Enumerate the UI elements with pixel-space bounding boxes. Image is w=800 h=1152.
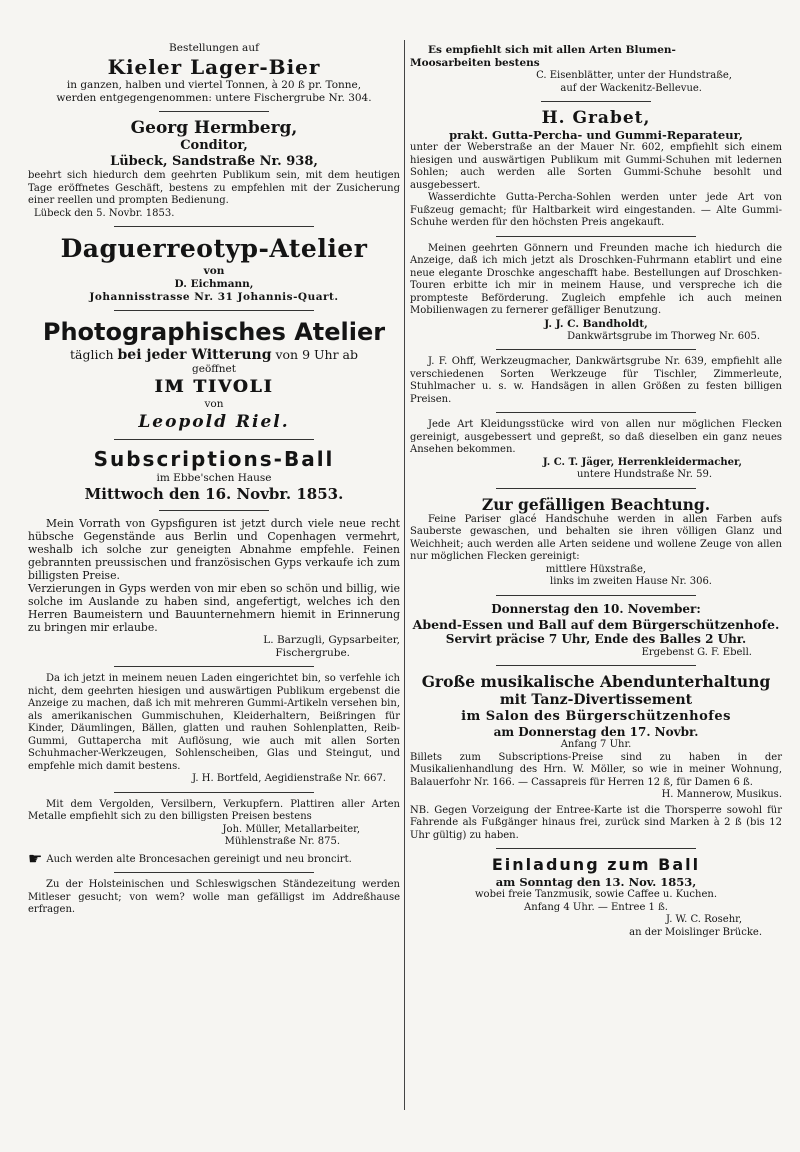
ad-signature: untere Hundstraße Nr. 59. <box>576 469 712 480</box>
ad-title: Kieler Lager-Bier <box>107 55 321 79</box>
ad-signature: Joh. Müller, Metallarbeiter, <box>222 823 360 835</box>
divider <box>114 226 314 227</box>
ad-mannerow <box>410 672 782 842</box>
ad-name: Leopold Riel. <box>138 412 290 432</box>
ad-text: Anfang 4 Uhr. — Entree 1 ß. <box>524 901 668 913</box>
ad-text: in ganzen, halben und viertel Tonnen, à 20 ß pr. Tonne, <box>66 79 362 91</box>
ad-signature: an der Moislinger Brücke. <box>629 926 762 938</box>
ad-signature: L. Barzugli, Gypsarbeiter, <box>263 634 400 646</box>
ad-signature: J. W. C. Rosehr, <box>665 914 742 925</box>
divider <box>114 666 314 667</box>
ad-text: wobei freie Tanzmusik, sowie Caffee u. Kuchen. <box>474 889 717 900</box>
ad-trade: Conditor, <box>180 138 248 153</box>
ad-date: Lübeck den 5. Novbr. 1853. <box>34 207 175 219</box>
ad-signature: mittlere Hüxstraße, <box>545 563 647 575</box>
ad-body: Mein Vorrath von Gypsfiguren ist jetzt durch viele neue recht hübsche Gegenstände aus Berlin und Copenhagen vermehrt, weshalb ich solche zur geneigten Abnahme empfehle. Feinen gebrannten preussischen und französischen Gyps verkaufe ich zum billigsten Preise. <box>28 517 400 582</box>
ad-photographisches-atelier <box>28 317 400 433</box>
ad-beachtung <box>410 495 782 589</box>
ad-grabet <box>410 108 782 230</box>
ad-text: im Ebbe'schen Hause <box>156 472 272 484</box>
ad-signature: Dankwärtsgrube im Thorweg Nr. 605. <box>567 330 760 342</box>
ad-daguerreotyp <box>28 233 400 304</box>
right-column <box>410 44 782 939</box>
divider <box>496 665 696 666</box>
ad-bandholdt <box>410 243 782 344</box>
ad-signature: auf der Wackenitz-Bellevue. <box>560 82 702 94</box>
ad-text: werden entgegengenommen: untere Fischergrube Nr. 304. <box>56 92 372 104</box>
ad-text: Servirt präcise 7 Uhr, Ende des Balles 2 Uhr. <box>445 631 747 646</box>
ad-bortfeld <box>28 673 400 786</box>
ad-text: am Sonntag den 13. Nov. 1853, <box>495 875 697 889</box>
ad-text: geöffnet <box>192 363 236 375</box>
ad-signature: C. Eisenblätter, unter der Hundstraße, <box>536 70 732 81</box>
ad-hermberg <box>28 118 400 220</box>
ad-staendezeitung <box>28 879 400 917</box>
ad-jaeger <box>410 419 782 482</box>
ad-title: Einladung zum Ball <box>491 855 701 874</box>
divider <box>496 488 696 489</box>
ad-title: Zur gefälligen Beachtung. <box>481 494 711 514</box>
ad-signature: J. H. Bortfeld, Aegidienstraße Nr. 667. <box>192 773 386 784</box>
ad-trade: prakt. Gutta-Percha- und Gummi-Reparateur, <box>449 128 743 142</box>
ad-title: Daguerreotyp-Atelier <box>60 234 368 263</box>
ad-address: Lübeck, Sandstraße Nr. 938, <box>110 154 318 169</box>
ad-text: am Donnerstag den 17. Novbr. <box>493 725 699 739</box>
divider <box>114 872 314 873</box>
ad-name: Georg Hermberg, <box>130 118 298 138</box>
ad-body: Wasserdichte Gutta-Percha-Sohlen werden unter jede Art von Fußzeug gemacht; für Haltbarkeit wird eingestanden. — Alte Gummi-Schuhe werden für den höchsten Preis angekauft. <box>410 192 782 228</box>
ad-text: Es empfiehlt sich mit allen Arten Blumen- <box>428 44 676 56</box>
ad-body: unter der Weberstraße an der Mauer Nr. 602, empfiehlt sich einem hiesigen und auswärtigen Publikum mit Gummi-Schuhen mit ledernen Sohlen; auch werden alle Sorten Gummi-Schuhe besohlt und ausgebessert. <box>410 142 782 191</box>
divider <box>496 848 696 849</box>
ad-body: J. F. Ohff, Werkzeugmacher, Dankwärtsgrube Nr. 639, empfiehlt alle verschiedenen Sorten Werkzeuge für Tischler, Zimmerleute, Stuhlmacher u. s. w. Handsägen in allen Größen zu festen billigen Preisen. <box>410 356 782 405</box>
divider <box>159 111 269 112</box>
pointing-hand-icon: ☛ <box>28 848 43 868</box>
divider <box>496 236 696 237</box>
ad-body: Jede Art Kleidungsstücke wird von allen nur möglichen Flecken gereinigt, ausgebessert und gepreßt, so daß dieselben ein ganz neues Ansehen bekommen. <box>410 419 782 455</box>
ad-text: von <box>203 265 225 277</box>
ad-note: NB. Gegen Vorzeigung der Entree-Karte ist die Thorsperre sowohl für Fahrende als Fußgänger hinaus frei, zurück sind Marken à 2 ß (bis 12 Uhr gültig) zu haben. <box>410 804 782 841</box>
ad-text: Abend-Essen und Ball auf dem Bürgerschützenhofe. <box>412 616 780 632</box>
ad-place: IM TIVOLI <box>154 377 274 397</box>
ad-signature: Fischergrube. <box>275 647 350 659</box>
ad-note: Auch werden alte Broncesachen gereinigt und neu broncirt. <box>46 853 352 865</box>
column-separator <box>404 40 405 1110</box>
ad-date: Mittwoch den 16. Novbr. 1853. <box>84 485 344 503</box>
ad-text <box>28 347 400 363</box>
ad-text: Moosarbeiten bestens <box>410 57 540 69</box>
divider <box>496 412 696 413</box>
divider <box>541 101 651 102</box>
divider <box>114 439 314 440</box>
ad-signature: J. J. C. Bandholdt, <box>544 317 648 330</box>
ad-signature: J. C. T. Jäger, Herrenkleidermacher, <box>542 456 742 468</box>
ad-body: Verzierungen in Gyps werden von mir eben so schön und billig, wie solche im Auslande zu haben sind, angefertigt, welches ich den Herren Baumeistern und Bauunternehmern hiemit in Erinnerung zu bringen mir erlaube. <box>28 582 400 634</box>
ad-eisenblaetter <box>410 44 782 95</box>
ad-text: mit Tanz-Divertissement <box>499 692 693 708</box>
divider <box>114 792 314 793</box>
ad-body: Zu der Holsteinischen und Schleswigschen Ständezeitung werden Mitleser gesucht; von wem? wolle man gefälligst im Addreßhause erfragen. <box>28 879 400 915</box>
ad-name: D. Eichmann, <box>174 278 254 290</box>
ad-text: von <box>204 398 224 410</box>
ad-title: Photographisches Atelier <box>42 318 386 346</box>
ad-text-b: bei jeder Witterung <box>117 347 272 363</box>
ad-text-c: von 9 Uhr ab <box>275 347 358 362</box>
ad-title: Subscriptions-Ball <box>93 447 335 471</box>
ad-text: Anfang 7 Uhr. <box>560 739 632 750</box>
divider <box>159 510 269 511</box>
divider <box>496 595 696 596</box>
ad-subscriptions-ball <box>28 446 400 504</box>
ad-signature: Ergebenst G. F. Ebell. <box>641 646 752 658</box>
ad-body: beehrt sich hiedurch dem geehrten Publikum sein, mit dem heutigen Tage eröffnetes Geschäft, bestens zu empfehlen mit der Zusicherung einer reellen und prompten Bedienung. <box>28 170 400 206</box>
ad-mueller <box>28 799 400 867</box>
left-column <box>28 42 400 917</box>
ad-body: Meinen geehrten Gönnern und Freunden mache ich hiedurch die Anzeige, daß ich mich jetzt als Droschken-Fuhrmann etablirt und eine neue elegante Droschke angeschafft habe. Bestellungen auf Droschken-Touren erbitte ich mir in meinem Hause, und verspreche ich die prompteste Beförderung. Zugleich empfehle ich auch meinen Mobilienwagen zu fernerer gefälliger Benutzung. <box>410 242 782 316</box>
ad-text: im Salon des Bürgerschützenhofes <box>461 709 731 724</box>
ad-name: H. Grabet, <box>541 108 651 128</box>
ad-title: Große musikalische Abendunterhaltung <box>421 672 771 691</box>
ad-kieler-bier <box>28 42 400 105</box>
ad-body: Feine Pariser glacé Handschuhe werden in allen Farben aufs Sauberste gewaschen, und behalten sie ihren völligen Glanz und Weichheit; auch werden alle Arten seidene und wollene Zeuge von allen nur möglichen Flecken gereinigt: <box>410 513 782 562</box>
ad-body: Da ich jetzt in meinem neuen Laden eingerichtet bin, so verfehle ich nicht, dem geehrten hiesigen und auswärtigen Publikum ergebenst die Anzeige zu machen, daß ich mit mehreren Gummi-Artikeln versehen bin, als amerikanischen Gummischuhen, Kleiderhaltern, Beißringen für Kinder, Däumlingen, Bällen, glatten und rauhen Sohlenplatten, Reib-Gummi, Guttapercha mit Auflösung, wie auch mit allen Sorten Schuhmacher-Werkzeugen, Sohlenscheiben, Glas und Steingut, und empfehle mich damit bestens. <box>28 673 400 772</box>
ad-text-a: täglich <box>70 347 114 362</box>
divider <box>114 310 314 311</box>
ad-rosehr-ball <box>410 855 782 939</box>
divider <box>496 349 696 350</box>
ad-body: Billets zum Subscriptions-Preise sind zu haben in der Musikalienhandlung des Hrn. W. Möller, so wie in meiner Wohnung, Balauerfohr Nr. 166. — Cassapreis für Herren 12 ß, für Damen 6 ß. <box>410 751 782 788</box>
ad-signature: Mühlenstraße Nr. 875. <box>224 836 340 847</box>
ad-address: Johannisstrasse Nr. 31 Johannis-Quart. <box>89 291 339 303</box>
ad-ohff <box>410 356 782 406</box>
ad-ebell-ball <box>410 602 782 660</box>
ad-signature: links im zweiten Hause Nr. 306. <box>550 576 712 587</box>
ad-text: Donnerstag den 10. November: <box>491 601 701 616</box>
ad-gypsfiguren <box>28 517 400 660</box>
ad-signature: H. Mannerow, Musikus. <box>661 789 782 800</box>
ad-intro: Bestellungen auf <box>169 42 259 54</box>
ad-body: Mit dem Vergolden, Versilbern, Verkupfern. Plattiren aller Arten Metalle empfiehlt sich zu den billigsten Preisen bestens <box>28 798 400 822</box>
